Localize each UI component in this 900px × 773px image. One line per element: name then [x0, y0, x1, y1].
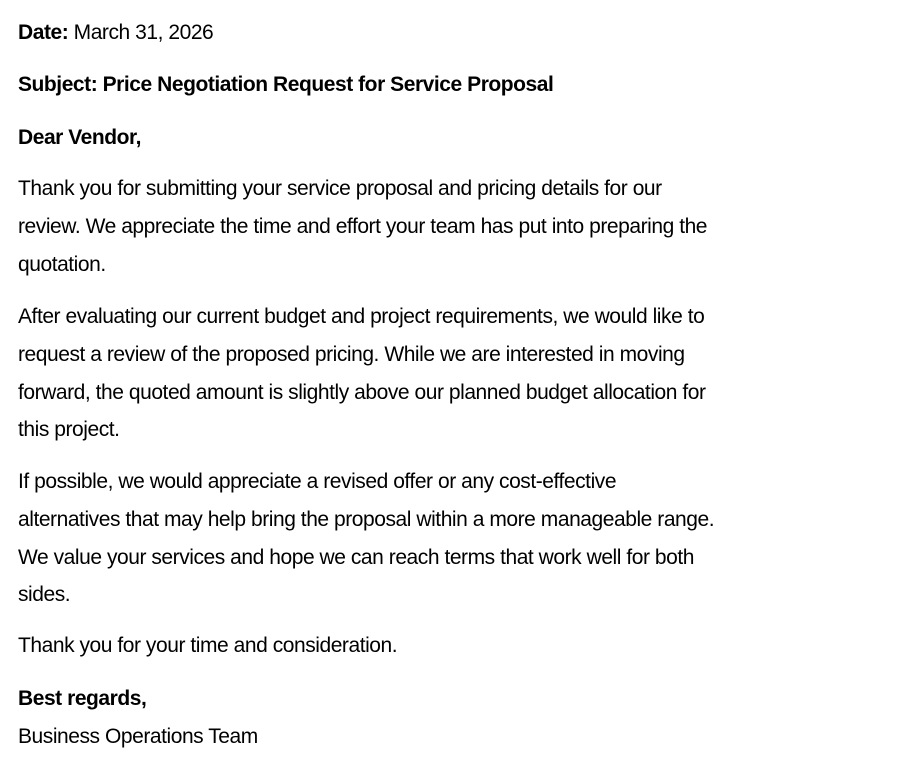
paragraph-2: [18, 298, 888, 449]
sign-off: Best regards,: [18, 687, 147, 710]
paragraph-3: [18, 463, 888, 614]
date-value: March 31, 2026: [68, 21, 214, 44]
salutation: Dear Vendor,: [18, 126, 141, 149]
paragraph-line: We value your services and hope we can reach terms that work well for both: [18, 545, 694, 569]
closing-line: Thank you for your time and consideration.: [18, 634, 398, 657]
subject-line: Subject: Price Negotiation Request for Service Proposal: [18, 73, 554, 96]
paragraph-line: forward, the quoted amount is slightly above our planned budget allocation for: [18, 380, 706, 404]
paragraph-line: sides.: [18, 583, 71, 607]
paragraph-line: alternatives that may help bring the proposal within a more manageable range.: [18, 507, 715, 531]
paragraph-line: review. We appreciate the time and effort your team has put into preparing the: [18, 214, 708, 238]
date-label: Date:: [18, 21, 69, 44]
paragraph-line: this project.: [18, 418, 120, 442]
paragraph-line: quotation.: [18, 252, 106, 276]
paragraph-1: [18, 170, 888, 283]
paragraph-line: After evaluating our current budget and project requirements, we would like to: [18, 305, 705, 328]
date-line: [18, 20, 213, 46]
paragraph-line: If possible, we would appreciate a revised offer or any cost-effective: [18, 470, 617, 493]
paragraph-line: Thank you for submitting your service proposal and pricing details for our: [18, 177, 662, 200]
signature: Business Operations Team: [18, 725, 258, 748]
paragraph-line: request a review of the proposed pricing. While we are interested in moving: [18, 342, 685, 366]
